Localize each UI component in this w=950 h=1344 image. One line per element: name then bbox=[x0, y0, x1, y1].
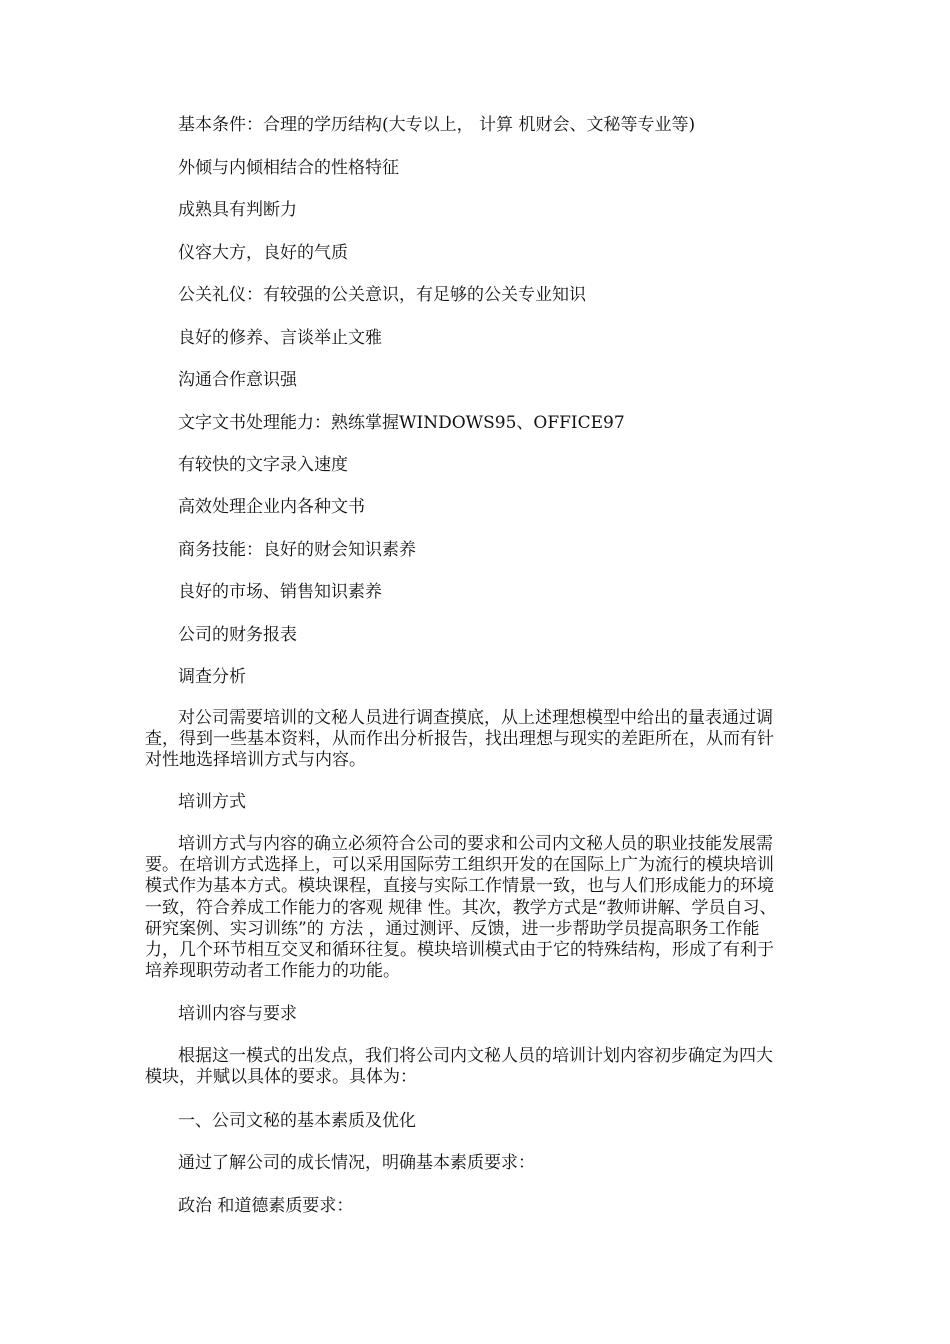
paragraph-method bbox=[145, 834, 815, 982]
text-line: 公关礼仪：有较强的公关意识，有足够的公关专业知识 bbox=[178, 285, 586, 305]
text-line: 良好的修养、言谈举止文雅 bbox=[178, 328, 382, 348]
section-heading-content: 培训内容与要求 bbox=[178, 1004, 297, 1024]
paragraph-line: 对公司需要培训的文秘人员进行调查摸底，从上述理想模型中给出的量表通过调 bbox=[178, 708, 773, 728]
text-line: 公司的财务报表 bbox=[178, 625, 297, 645]
paragraph-line: 研究案例、实习训练”的 方法 ，通过测评、反馈，进一步帮助学员提高职务工作能 bbox=[145, 918, 760, 939]
text-line: 政治 和道德素质要求： bbox=[178, 1196, 354, 1216]
text-line: 有较快的文字录入速度 bbox=[178, 455, 348, 475]
section-heading-method: 培训方式 bbox=[178, 792, 246, 812]
text-line: 良好的市场、销售知识素养 bbox=[178, 582, 382, 602]
paragraph-content bbox=[145, 1046, 815, 1088]
text-line: 文字文书处理能力：熟练掌握WINDOWS95、OFFICE97 bbox=[178, 413, 625, 433]
text-line: 高效处理企业内各种文书 bbox=[178, 497, 365, 517]
paragraph-survey bbox=[145, 708, 815, 772]
paragraph-line: 培训方式与内容的确立必须符合公司的要求和公司内文秘人员的职业技能发展需 bbox=[178, 834, 773, 854]
text-line: 商务技能：良好的财会知识素养 bbox=[178, 540, 416, 560]
paragraph-line: 要。在培训方式选择上，可以采用国际劳工组织开发的在国际上广为流行的模块培训 bbox=[145, 855, 774, 876]
paragraph-line: 培养现职劳动者工作能力的功能。 bbox=[145, 961, 400, 982]
paragraph-line: 力，几个环节相互交叉和循环往复。模块培训模式由于它的特殊结构，形成了有利于 bbox=[145, 939, 774, 960]
text-line: 仪容大方，良好的气质 bbox=[178, 243, 348, 263]
paragraph-line: 查，得到一些基本资料，从而作出分析报告，找出理想与现实的差距所在，从而有针 bbox=[145, 729, 774, 750]
paragraph-line: 一致，符合养成工作能力的客观 规律 性。其次，教学方式是“教师讲解、学员自习、 bbox=[145, 897, 777, 918]
paragraph-line: 对性地选择培训方式与内容。 bbox=[145, 750, 366, 771]
text-line: 通过了解公司的成长情况，明确基本素质要求： bbox=[178, 1153, 535, 1173]
text-line: 基本条件：合理的学历结构(大专以上， 计算 机财会、文秘等专业等) bbox=[178, 115, 696, 135]
section-heading-survey: 调查分析 bbox=[178, 667, 246, 687]
paragraph-line: 模块，并赋以具体的要求。具体为： bbox=[145, 1067, 417, 1088]
text-line: 沟通合作意识强 bbox=[178, 370, 297, 390]
text-line: 一、公司文秘的基本素质及优化 bbox=[178, 1111, 416, 1131]
paragraph-line: 根据这一模式的出发点，我们将公司内文秘人员的培训计划内容初步确定为四大 bbox=[178, 1046, 773, 1066]
text-line: 成熟具有判断力 bbox=[178, 200, 297, 220]
text-line: 外倾与内倾相结合的性格特征 bbox=[178, 158, 399, 178]
paragraph-line: 模式作为基本方式。模块课程，直接与实际工作情景一致，也与人们形成能力的环境 bbox=[145, 876, 774, 897]
